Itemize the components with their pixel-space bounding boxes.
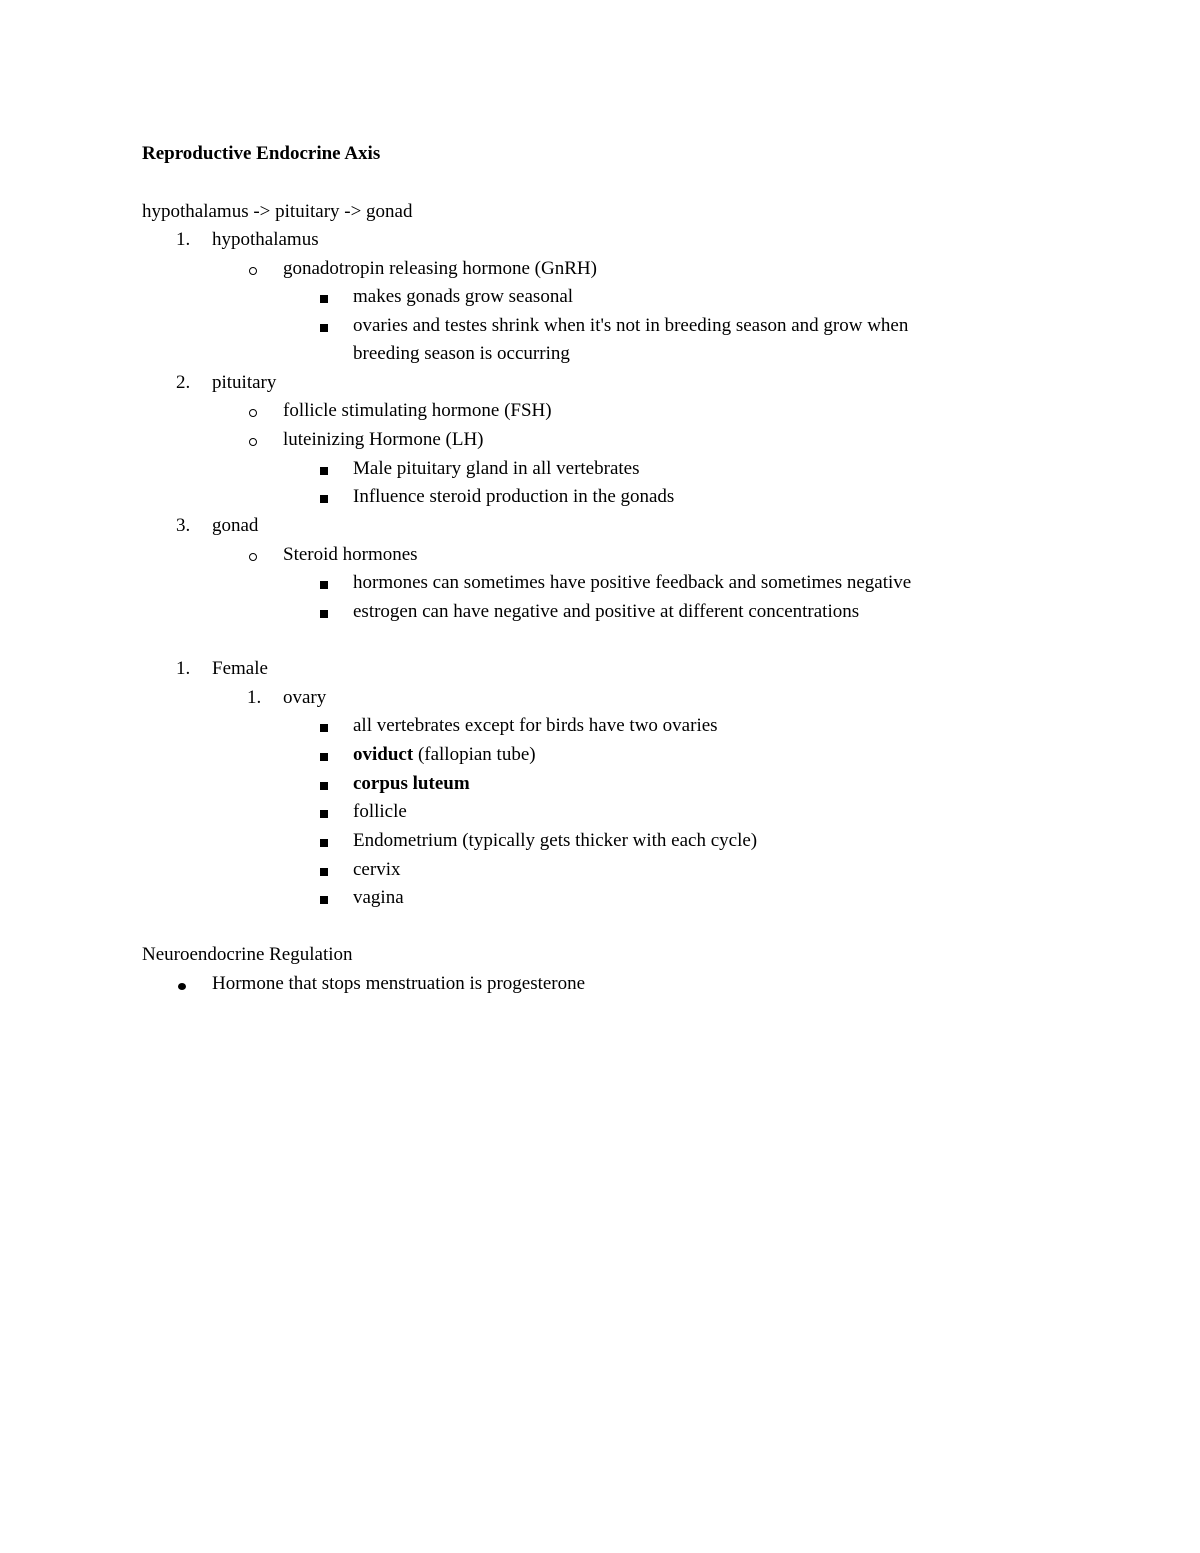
- list-item-ovary: ovary: [283, 687, 327, 708]
- term-corpus-luteum: corpus luteum: [353, 773, 470, 794]
- square-bullet-icon: [320, 485, 328, 509]
- list-item-point: hormones can sometimes have positive feedback and sometimes negative: [353, 572, 912, 593]
- term-oviduct-note: (fallopian tube): [413, 744, 536, 765]
- square-bullet-icon: [320, 600, 328, 624]
- list-item-point: vagina: [353, 887, 404, 908]
- list-item-point: cervix: [353, 859, 401, 880]
- list-number: 2.: [176, 372, 191, 393]
- hollow-bullet-icon: [249, 257, 257, 281]
- list-item-corpus-luteum: [353, 772, 470, 796]
- list-item-point: all vertebrates except for birds have two ovaries: [353, 715, 718, 736]
- term-oviduct: oviduct: [353, 744, 414, 765]
- list-item-point: Influence steroid production in the gonads: [353, 486, 675, 507]
- square-bullet-icon: [320, 571, 328, 595]
- document-title: Reproductive Endocrine Axis: [142, 143, 381, 164]
- list-item-female: Female: [212, 658, 268, 679]
- square-bullet-icon: [320, 285, 328, 309]
- list-number: 1.: [176, 658, 191, 679]
- list-item-point: follicle: [353, 801, 407, 822]
- list-number: 1.: [176, 229, 191, 250]
- square-bullet-icon: [320, 886, 328, 910]
- hollow-bullet-icon: [249, 428, 257, 452]
- list-item-point: Male pituitary gland in all vertebrates: [353, 458, 640, 479]
- list-item-point: Endometrium (typically gets thicker with each cycle): [353, 830, 758, 851]
- section-heading: Neuroendocrine Regulation: [142, 944, 353, 965]
- list-item-point: Hormone that stops menstruation is progesterone: [212, 973, 586, 994]
- list-item-gonad: gonad: [212, 515, 259, 536]
- square-bullet-icon: [320, 714, 328, 738]
- list-item-pituitary: pituitary: [212, 372, 277, 393]
- axis-summary: hypothalamus -> pituitary -> gonad: [142, 201, 413, 222]
- list-number: 1.: [247, 687, 262, 708]
- list-item-gnrh: gonadotropin releasing hormone (GnRH): [283, 258, 597, 279]
- list-item-lh: luteinizing Hormone (LH): [283, 429, 484, 450]
- square-bullet-icon: [320, 829, 328, 853]
- list-item-steroid-hormones: Steroid hormones: [283, 544, 418, 565]
- square-bullet-icon: [320, 772, 328, 796]
- list-item-hypothalamus: hypothalamus: [212, 229, 319, 250]
- list-item-point: makes gonads grow seasonal: [353, 286, 574, 307]
- list-item-fsh: follicle stimulating hormone (FSH): [283, 400, 552, 421]
- hollow-bullet-icon: [249, 399, 257, 423]
- list-item-point: estrogen can have negative and positive at different concentrations: [353, 601, 860, 622]
- square-bullet-icon: [320, 314, 328, 338]
- list-item-point-continuation: breeding season is occurring: [353, 343, 570, 364]
- list-item-point: ovaries and testes shrink when it's not in breeding season and grow when: [353, 315, 909, 336]
- disc-bullet-icon: [178, 972, 186, 996]
- list-item-oviduct: [353, 743, 536, 767]
- hollow-bullet-icon: [249, 543, 257, 567]
- square-bullet-icon: [320, 457, 328, 481]
- square-bullet-icon: [320, 743, 328, 767]
- square-bullet-icon: [320, 800, 328, 824]
- square-bullet-icon: [320, 858, 328, 882]
- list-number: 3.: [176, 515, 191, 536]
